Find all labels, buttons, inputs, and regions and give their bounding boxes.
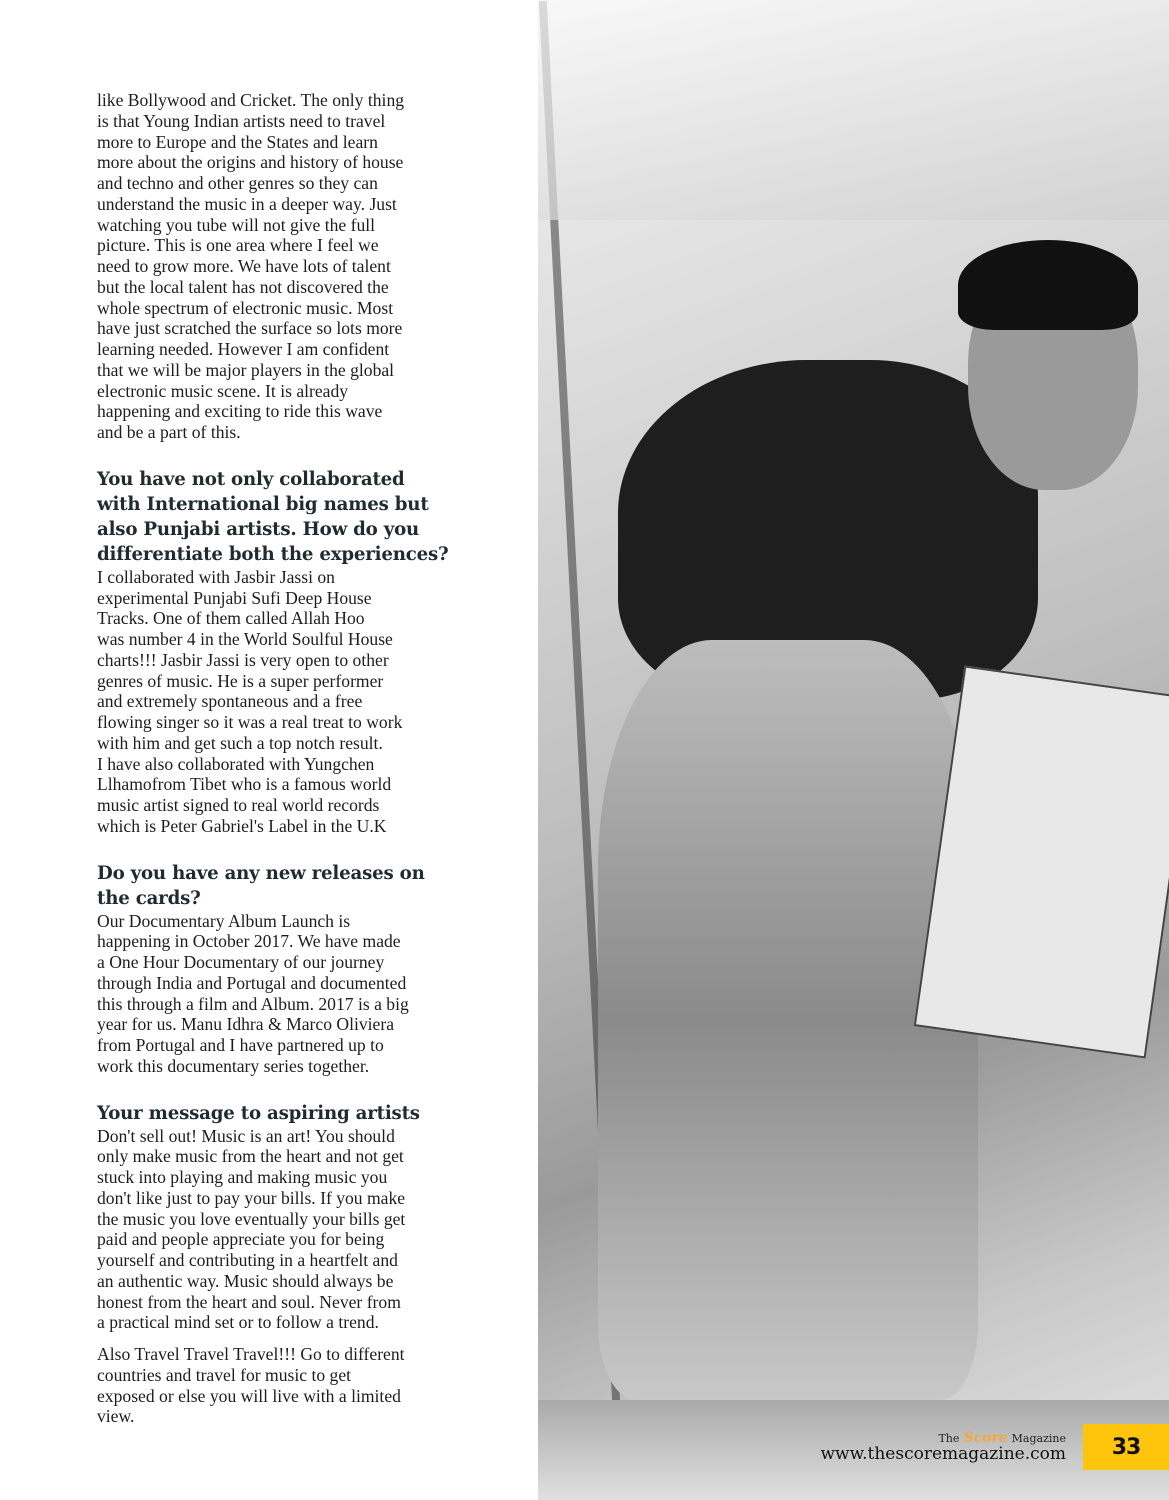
text-line: You have not only collaborated xyxy=(97,468,405,490)
text-line: with him and get such a top notch result. xyxy=(97,732,383,753)
text-line: more to Europe and the States and learn xyxy=(97,131,378,152)
text-line: and techno and other genres so they can xyxy=(97,173,378,193)
text-line: experimental Punjabi Sufi Deep House xyxy=(97,587,372,608)
text-line: flowing singer so it was a real treat to work xyxy=(97,712,403,732)
magazine-url[interactable]: www.thescoremagazine.com xyxy=(820,1444,1066,1464)
text-line: exposed or else you will live with a limited xyxy=(97,1385,401,1406)
text-line: a One Hour Documentary of our journey xyxy=(97,952,385,972)
text-line: through India and Portugal and documented xyxy=(97,972,407,993)
text-line: and extremely spontaneous and a free xyxy=(97,691,363,712)
text-line: charts!!! Jasbir Jassi is very open to other xyxy=(97,649,389,670)
text-line: Do you have any new releases on xyxy=(97,862,425,884)
text-line: Llhamofrom Tibet who is a famous world xyxy=(97,774,392,795)
text-line: view. xyxy=(97,1406,135,1427)
body-paragraph xyxy=(97,1344,477,1427)
text-line: I collaborated with Jasbir Jassi on xyxy=(97,566,335,587)
text-line: happening in October 2017. We have made xyxy=(97,931,401,952)
text-line: countries and travel for music to get xyxy=(97,1364,352,1385)
text-line: and be a part of this. xyxy=(97,422,241,442)
artist-photo xyxy=(538,0,1169,1500)
text-line: have just scratched the surface so lots more xyxy=(97,318,403,339)
text-line: picture. This is one area where I feel we xyxy=(97,235,379,256)
text-line: like Bollywood and Cricket. The only thing xyxy=(97,90,405,110)
article-column xyxy=(97,90,477,1438)
text-line: understand the music in a deeper way. Just xyxy=(97,193,397,214)
text-line: Don't sell out! Music is an art! You should xyxy=(97,1125,395,1146)
text-line: Your message to aspiring artists xyxy=(97,1102,420,1124)
section-heading xyxy=(97,467,477,567)
text-line: yourself and contributing in a heartfelt and xyxy=(97,1250,398,1270)
text-line: only make music from the heart and not get xyxy=(97,1146,404,1167)
text-line: Our Documentary Album Launch is xyxy=(97,910,351,931)
text-line: stuck into playing and making music you xyxy=(97,1167,388,1187)
text-line: paid and people appreciate you for being xyxy=(97,1229,385,1250)
brand-the: The xyxy=(938,1432,960,1445)
text-line: don't like just to pay your bills. If you make xyxy=(97,1187,406,1208)
text-line: Tracks. One of them called Allah Hoo xyxy=(97,608,365,629)
text-line: learning needed. However I am confident xyxy=(97,339,390,359)
text-line: honest from the heart and soul. Never from xyxy=(97,1291,401,1312)
body-paragraph xyxy=(97,90,477,443)
text-line: also Punjabi artists. How do you xyxy=(97,518,420,540)
text-line: but the local talent has not discovered the xyxy=(97,276,389,297)
text-line: Also Travel Travel Travel!!! Go to different xyxy=(97,1344,405,1364)
text-line: the cards? xyxy=(97,887,201,909)
text-line: that we will be major players in the global xyxy=(97,359,395,380)
text-line: whole spectrum of electronic music. Most xyxy=(97,297,394,318)
body-paragraph xyxy=(97,1126,477,1334)
text-line: work this documentary series together. xyxy=(97,1055,370,1076)
text-line: was number 4 in the World Soulful House xyxy=(97,629,393,649)
text-line: I have also collaborated with Yungchen xyxy=(97,753,375,774)
text-line: is that Young Indian artists need to travel xyxy=(97,110,386,131)
text-line: more about the origins and history of house xyxy=(97,152,404,173)
text-line: this through a film and Album. 2017 is a big xyxy=(97,993,409,1014)
text-line: which is Peter Gabriel's Label in the U.K xyxy=(97,815,387,836)
body-paragraph xyxy=(97,567,477,837)
text-line: from Portugal and I have partnered up to xyxy=(97,1035,384,1055)
page-number: 33 xyxy=(1083,1424,1169,1470)
section-heading xyxy=(97,861,477,911)
text-line: differentiate both the experiences? xyxy=(97,543,449,565)
text-line: an authentic way. Music should always be xyxy=(97,1270,394,1291)
brand-magazine: Magazine xyxy=(1011,1432,1066,1445)
text-line: year for us. Manu Idhra & Marco Oliviera xyxy=(97,1014,395,1035)
text-line: electronic music scene. It is already xyxy=(97,380,349,401)
text-line: a practical mind set or to follow a trend. xyxy=(97,1312,379,1333)
text-line: the music you love eventually your bills get xyxy=(97,1208,406,1229)
text-line: happening and exciting to ride this wave xyxy=(97,401,383,422)
text-line: need to grow more. We have lots of talent xyxy=(97,256,391,276)
text-line: music artist signed to real world records xyxy=(97,795,380,815)
text-line: with International big names but xyxy=(97,493,429,515)
text-line: genres of music. He is a super performer xyxy=(97,670,384,691)
text-line: watching you tube will not give the full xyxy=(97,214,376,235)
section-heading xyxy=(97,1101,477,1126)
brand-score-logo: Score xyxy=(963,1430,1008,1446)
body-paragraph xyxy=(97,911,477,1077)
